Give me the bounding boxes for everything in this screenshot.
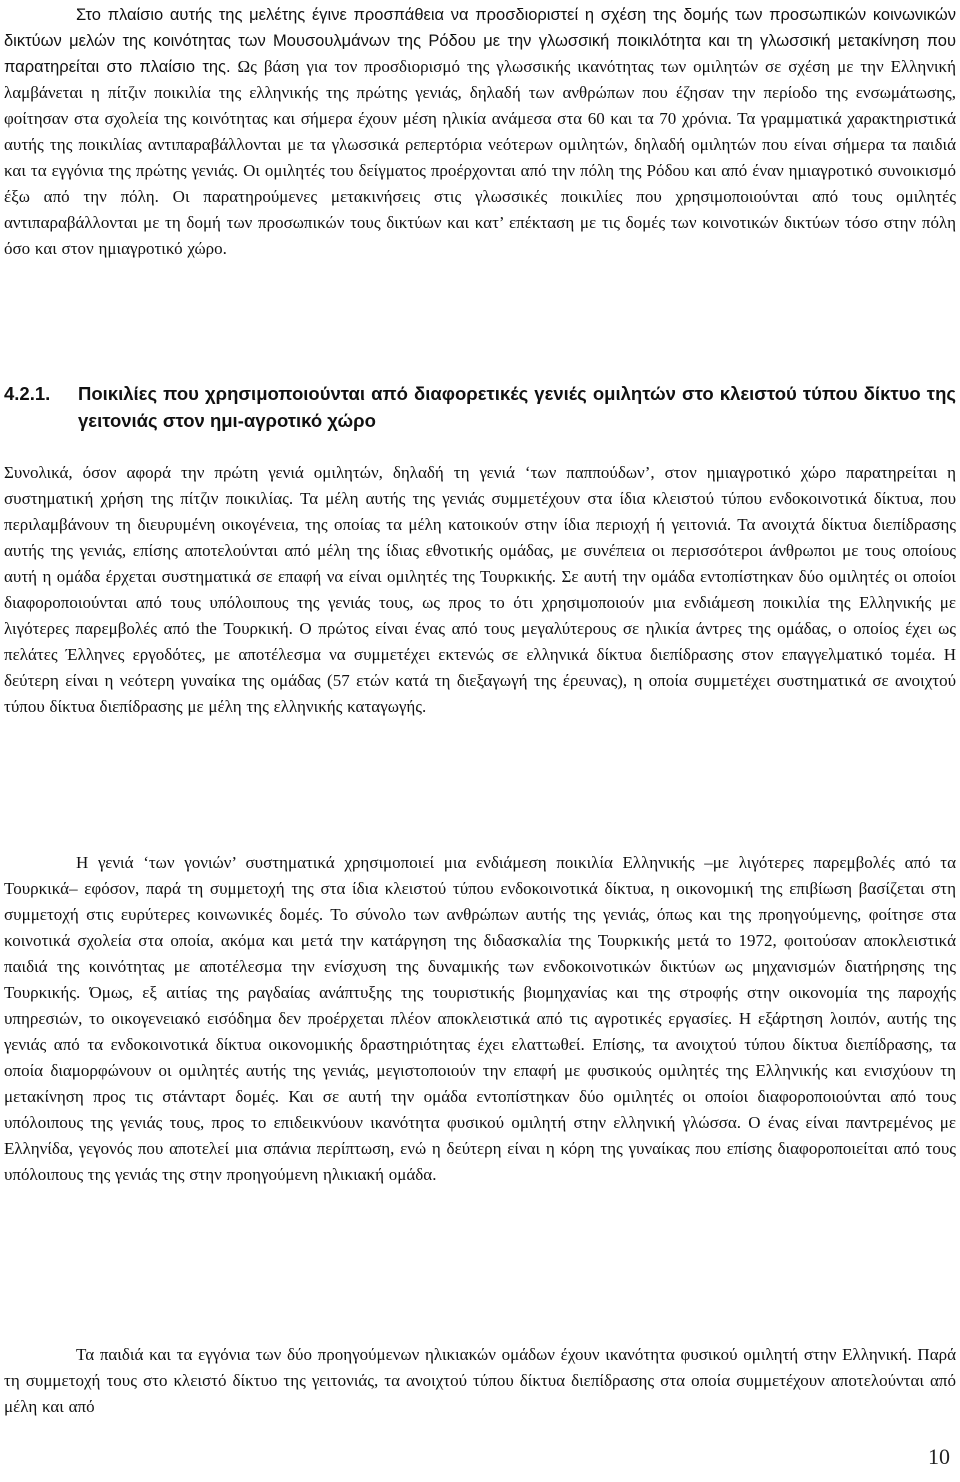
- intro-lead-text: Στο πλαίσιο αυτής της μελέτης έγινε προσπάθεια να προσδιοριστεί η σχέση της δομής των προσωπικών κοινωνικών δικτύων μελών της κοινότητας των Μουσουλμάνων της Ρόδου με την γλωσσική ποικιλότητα και τη γλωσσική μετακίνηση που παρατηρείται στο πλαίσιο της.: [4, 6, 956, 76]
- intro-rest-text: Ως βάση για τον προσδιορισμό της γλωσσικής ικανότητας των ομιλητών σε σχέση με την Ελληνική λαμβάνεται η πίτζιν ποικιλία της ελληνικής της πρώτης γενιάς, δηλαδή των ανθρώπων που έζησαν την περίοδο της ενσωμάτωσης, φοίτησαν στα σχολεία της κοινότητας και σήμερα έχουν μέση ηλικία ανάμεσα στα 60 και τα 70 χρόνια. Τα γραμματικά χαρακτηριστικά αυτής της ποικιλίας αντιπαραβάλλονται με τα γλωσσικά ρεπερτόρια νεότερων ομιλητών, δηλαδή ομιλητών που είναι σήμερα τα παιδιά και τα εγγόνια της πρώτης γενιάς. Οι ομιλητές του δείγματος προέρχονται από την πόλη της Ρόδου και από έναν ημιαγροτικό συνοικισμό έξω από την πόλη. Οι παρατηρούμενες μετακινήσεις στις γλωσσικές ποικιλίες που χρησιμοποιούνται από τους ομιλητές αντιπαραβάλλονται με τη δομή των προσωπικών τους δικτύων και κατ’ επέκταση με τις δομές των κοινοτικών δικτύων τόσο στην πόλη όσο και στον ημιαγροτικό χώρο.: [4, 57, 957, 258]
- paragraph-3: Τα παιδιά και τα εγγόνια των δύο προηγούμενων ηλικιακών ομάδων έχουν ικανότητα φυσικού ομιλητή στην Ελληνική. Παρά τη συμμετοχή τους στο κλειστό δίκτυο της γειτονιάς, τα ανοιχτού τύπου δίκτυα διεπίδρασης στα οποία συμμετέχουν αποτελούνται από μέλη και από: [4, 1345, 956, 1416]
- section-heading: [4, 380, 956, 434]
- section-number: 4.2.1.: [4, 383, 51, 404]
- paragraph-2-block: [4, 850, 956, 1188]
- paragraph-1-block: [4, 460, 956, 720]
- paragraph-1: Συνολικά, όσον αφορά την πρώτη γενιά ομιλητών, δηλαδή τη γενιά ‘των παππούδων’, στον ημιαγροτικό χώρο παρατηρείται η συστηματική χρήση της πίτζιν ποικιλίας. Τα μέλη αυτής της γενιάς συμμετέχουν στα ίδια κλειστού τύπου ενδοκοινοτικά δίκτυα, που περιλαμβάνουν τη διευρυμένη οικογένεια, της οποίας τα μέλη κατοικούν στην ίδια περιοχή ή γειτονιά. Τα ανοιχτά δίκτυα διεπίδρασης αυτής της γενιάς, επίσης αποτελούνται από μέλη της ίδιας εθνοτικής ομάδας, με συνέπεια οι περισσότεροι άνθρωποι με τους οποίους αυτή η ομάδα έρχεται συστηματικά σε επαφή να είναι ομιλητές της Τουρκικής. Σε αυτή την ομάδα εντοπίστηκαν δύο ομιλητές οι οποίοι διαφοροποιούνται από τους υπόλοιπους της γενιάς τους, ως προς το ότι χρησιμοποιούν μια ενδιάμεση ποικιλία της Ελληνικής με λιγότερες παρεμβολές από the Τουρκική. Ο πρώτος είναι ένας από τους μεγαλύτερους σε ηλικία άντρες της ομάδας, ο οποίος έχει ως πελάτες Έλληνες εργοδότες, με αποτέλεσμα να συμμετέχει εκτενώς σε ελληνικά δίκτυα διεπίδρασης στον επαγγελματικό τομέα. Η δεύτερη είναι η νεότερη γυναίκα της ομάδας (57 ετών κατά τη διεξαγωγή της έρευνας), η οποία συμμετέχει συστηματικά σε ανοιχτού τύπου δίκτυα διεπίδρασης με μέλη της ελληνικής καταγωγής.: [4, 463, 956, 716]
- intro-block: [4, 2, 956, 262]
- section-title: Ποικιλίες που χρησιμοποιούνται από διαφορετικές γενιές ομιλητών στο κλειστού τύπου δίκτυο της γειτονιάς στον ημι-αγροτικό χώρο: [78, 383, 956, 431]
- page-number: 10: [928, 1444, 950, 1469]
- intro-paragraph: [4, 2, 956, 262]
- paragraph-3-block: [4, 1342, 956, 1420]
- paragraph-2: Η γενιά ‘των γονιών’ συστηματικά χρησιμοποιεί μια ενδιάμεση ποικιλία Ελληνικής –με λιγότερες παρεμβολές από τα Τουρκικά– εφόσον, παρά τη συμμετοχή της στα ίδια κλειστού τύπου ενδοκοινοτικά δίκτυα, η οικονομική της επιβίωση βασίζεται στη συμμετοχή στις ευρύτερες κοινωνικές δομές. Το σύνολο των ανθρώπων αυτής της γενιάς, όπως και της προηγούμενης, φοίτησε στα κοινοτικά σχολεία στα οποία, ακόμα και μετά την κατάργηση της διδασκαλία της Τουρκικής μετά το 1972, φοιτούσαν αποκλειστικά παιδιά της κοινότητας με αποτέλεσμα την ενίσχυση της δυναμικής των ενδοκοινοτικών δικτύων ως μηχανισμών διατήρησης της Τουρκικής. Όμως, εξ αιτίας της ραγδαίας ανάπτυξης της τουριστικής βιομηχανίας και της στροφής στην οικονομία της παροχής υπηρεσιών, το οικογενειακό εισόδημα δεν προέρχεται πλέον αποκλειστικά από τις αγροτικές εργασίες. Η εξάρτηση λοιπόν, αυτής της γενιάς από τα ενδοκοινοτικά δίκτυα οικονομικής δραστηριότητας έχει ελαττωθεί. Επίσης, τα ανοιχτού τύπου δίκτυα διεπίδρασης, τα οποία διαμορφώνουν οι ομιλητές αυτής της γενιάς, μεγιστοποιούν την επαφή με φυσικούς ομιλητές της Ελληνικής και ενισχύουν τη μετακίνηση προς τις στάνταρτ δομές. Και σε αυτή την ομάδα εντοπίστηκαν δύο ομιλητές οι οποίοι διαφοροποιούνται από τους υπόλοιπους της γενιάς τους, προς το επιδεικνύουν ικανότητα φυσικού ομιλητή στην ελληνική γλώσσα. Ο ένας είναι παντρεμένος με Ελληνίδα, γεγονός που αποτελεί μια σπάνια περίπτωση, ενώ η δεύτερη είναι η κόρη της γυναίκας που επίσης διαφοροποιείται από τους υπόλοιπους της γενιάς της στην προηγούμενη ηλικιακή ομάδα.: [4, 853, 956, 1184]
